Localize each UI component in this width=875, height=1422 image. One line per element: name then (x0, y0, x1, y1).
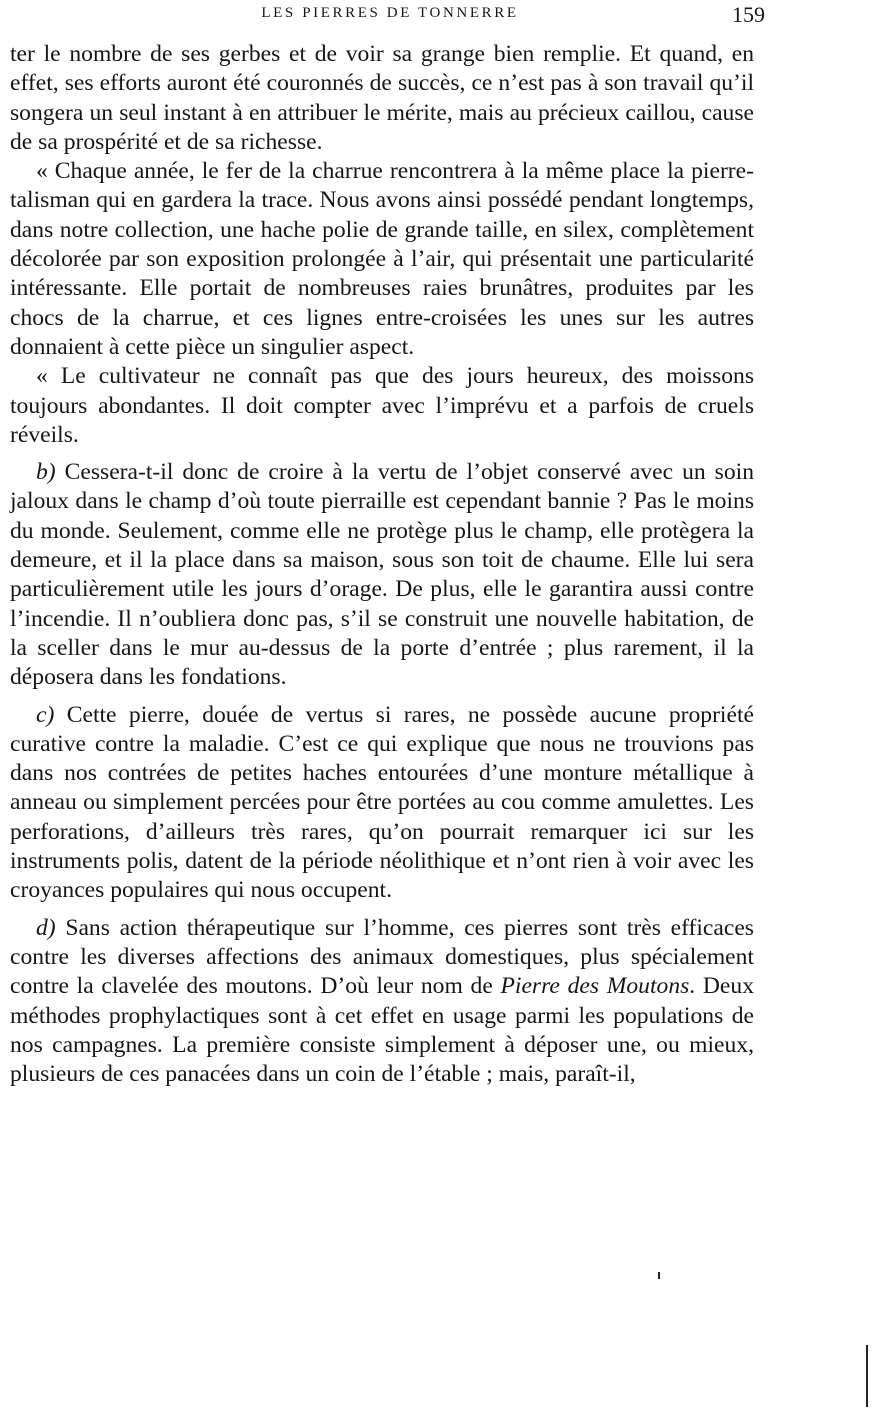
paragraph-label: d) (36, 914, 56, 941)
page-number: 159 (732, 2, 765, 27)
paragraph-c (10, 701, 754, 906)
running-head (0, 2, 875, 26)
running-title: LES PIERRES DE TONNERRE (261, 5, 519, 21)
paragraph-text: « Le cultivateur ne connaît pas que des jours heureux, des moissons toujours abondantes. Il doit compter avec l’imprévu et a parfois de cruels réveils. (10, 363, 754, 448)
paragraph-text: . Deux méthodes prophylactiques sont à cet effet en usage parmi les populations de nos campagnes. La première consiste simplement à déposer une, ou mieux, plusieurs de ces panacées dans un coin de l’étable ; mais, paraît-il, (10, 973, 754, 1088)
paragraph-label: c) (36, 701, 55, 728)
paragraph-d (10, 914, 754, 1090)
paragraph-text: ter le nombre de ses gerbes et de voir sa grange bien remplie. Et quand, en effet, ses efforts auront été couronnés de succès, ce n’est pas à son travail qu’il songera un seul instant à en attribuer le mérite, mais au précieux caillou, cause de sa prospérité et de sa richesse. (10, 41, 754, 155)
paragraph-text: « Chaque année, le fer de la charrue rencontrera à la même place la pierre-talisman qui en gardera la trace. Nous avons ainsi possédé pendant longtemps, dans notre collection, une hache polie de grande taille, en silex, complètement décolorée par son exposition prolongée à l’air, qui présentait une particularité intéressante. Elle portait de nombreuses raies brunâtres, produites par les chocs de la charrue, et ces lignes entre-croisées les unes sur les autres donnaient à cette pièce un singulier aspect. (10, 158, 754, 360)
paragraph-quote-talisman (10, 157, 754, 362)
page-edge-mark (866, 1345, 868, 1407)
paragraph-text: Sans action thérapeutique sur l’homme, ces pierres sont très efficaces contre les diverses affections des animaux domestiques, plus spécialement contre la clavelée des moutons. D’où leur nom de (10, 914, 754, 1000)
paragraph-label: b) (36, 459, 56, 486)
paragraph-continuation (10, 40, 754, 157)
paragraph-text: Cessera-t-il donc de croire à la vertu de l’objet conservé avec un soin jaloux dans le champ d’où toute pierraille est cependant bannie ? Pas le moins du monde. Seulement, comme elle ne protège plus le champ, elle protègera la demeure, et il la place dans sa maison, sous son toit de chaume. Elle lui sera particulièrement utile les jours d’orage. De plus, elle le garantira aussi contre l’incendie. Il n’oubliera donc pas, s’il se construit une nouvelle habitation, de la sceller dans le mur au-dessus de la porte d’entrée ; plus rarement, il la déposera dans les fondations. (10, 459, 754, 691)
text-body (10, 40, 754, 1089)
paragraph-b (10, 458, 754, 692)
emphasized-term: Pierre des Moutons (500, 973, 690, 1000)
paragraph-quote-cultivateur (10, 362, 754, 450)
paragraph-text: Cette pierre, douée de vertus si rares, ne possède aucune propriété curative contre la maladie. C’est ce qui explique que nous ne trouvions pas dans nos contrées de petites haches entourées d’une monture métallique à anneau ou simplement percées pour être portées au cou comme amulettes. Les perforations, d’ailleurs très rares, qu’on pourrait remarquer ici sur les instruments polis, datent de la période néolithique et n’ont rien à voir avec les croyances populaires qui nous occupent. (10, 701, 754, 904)
stray-ink-mark (658, 1272, 660, 1279)
